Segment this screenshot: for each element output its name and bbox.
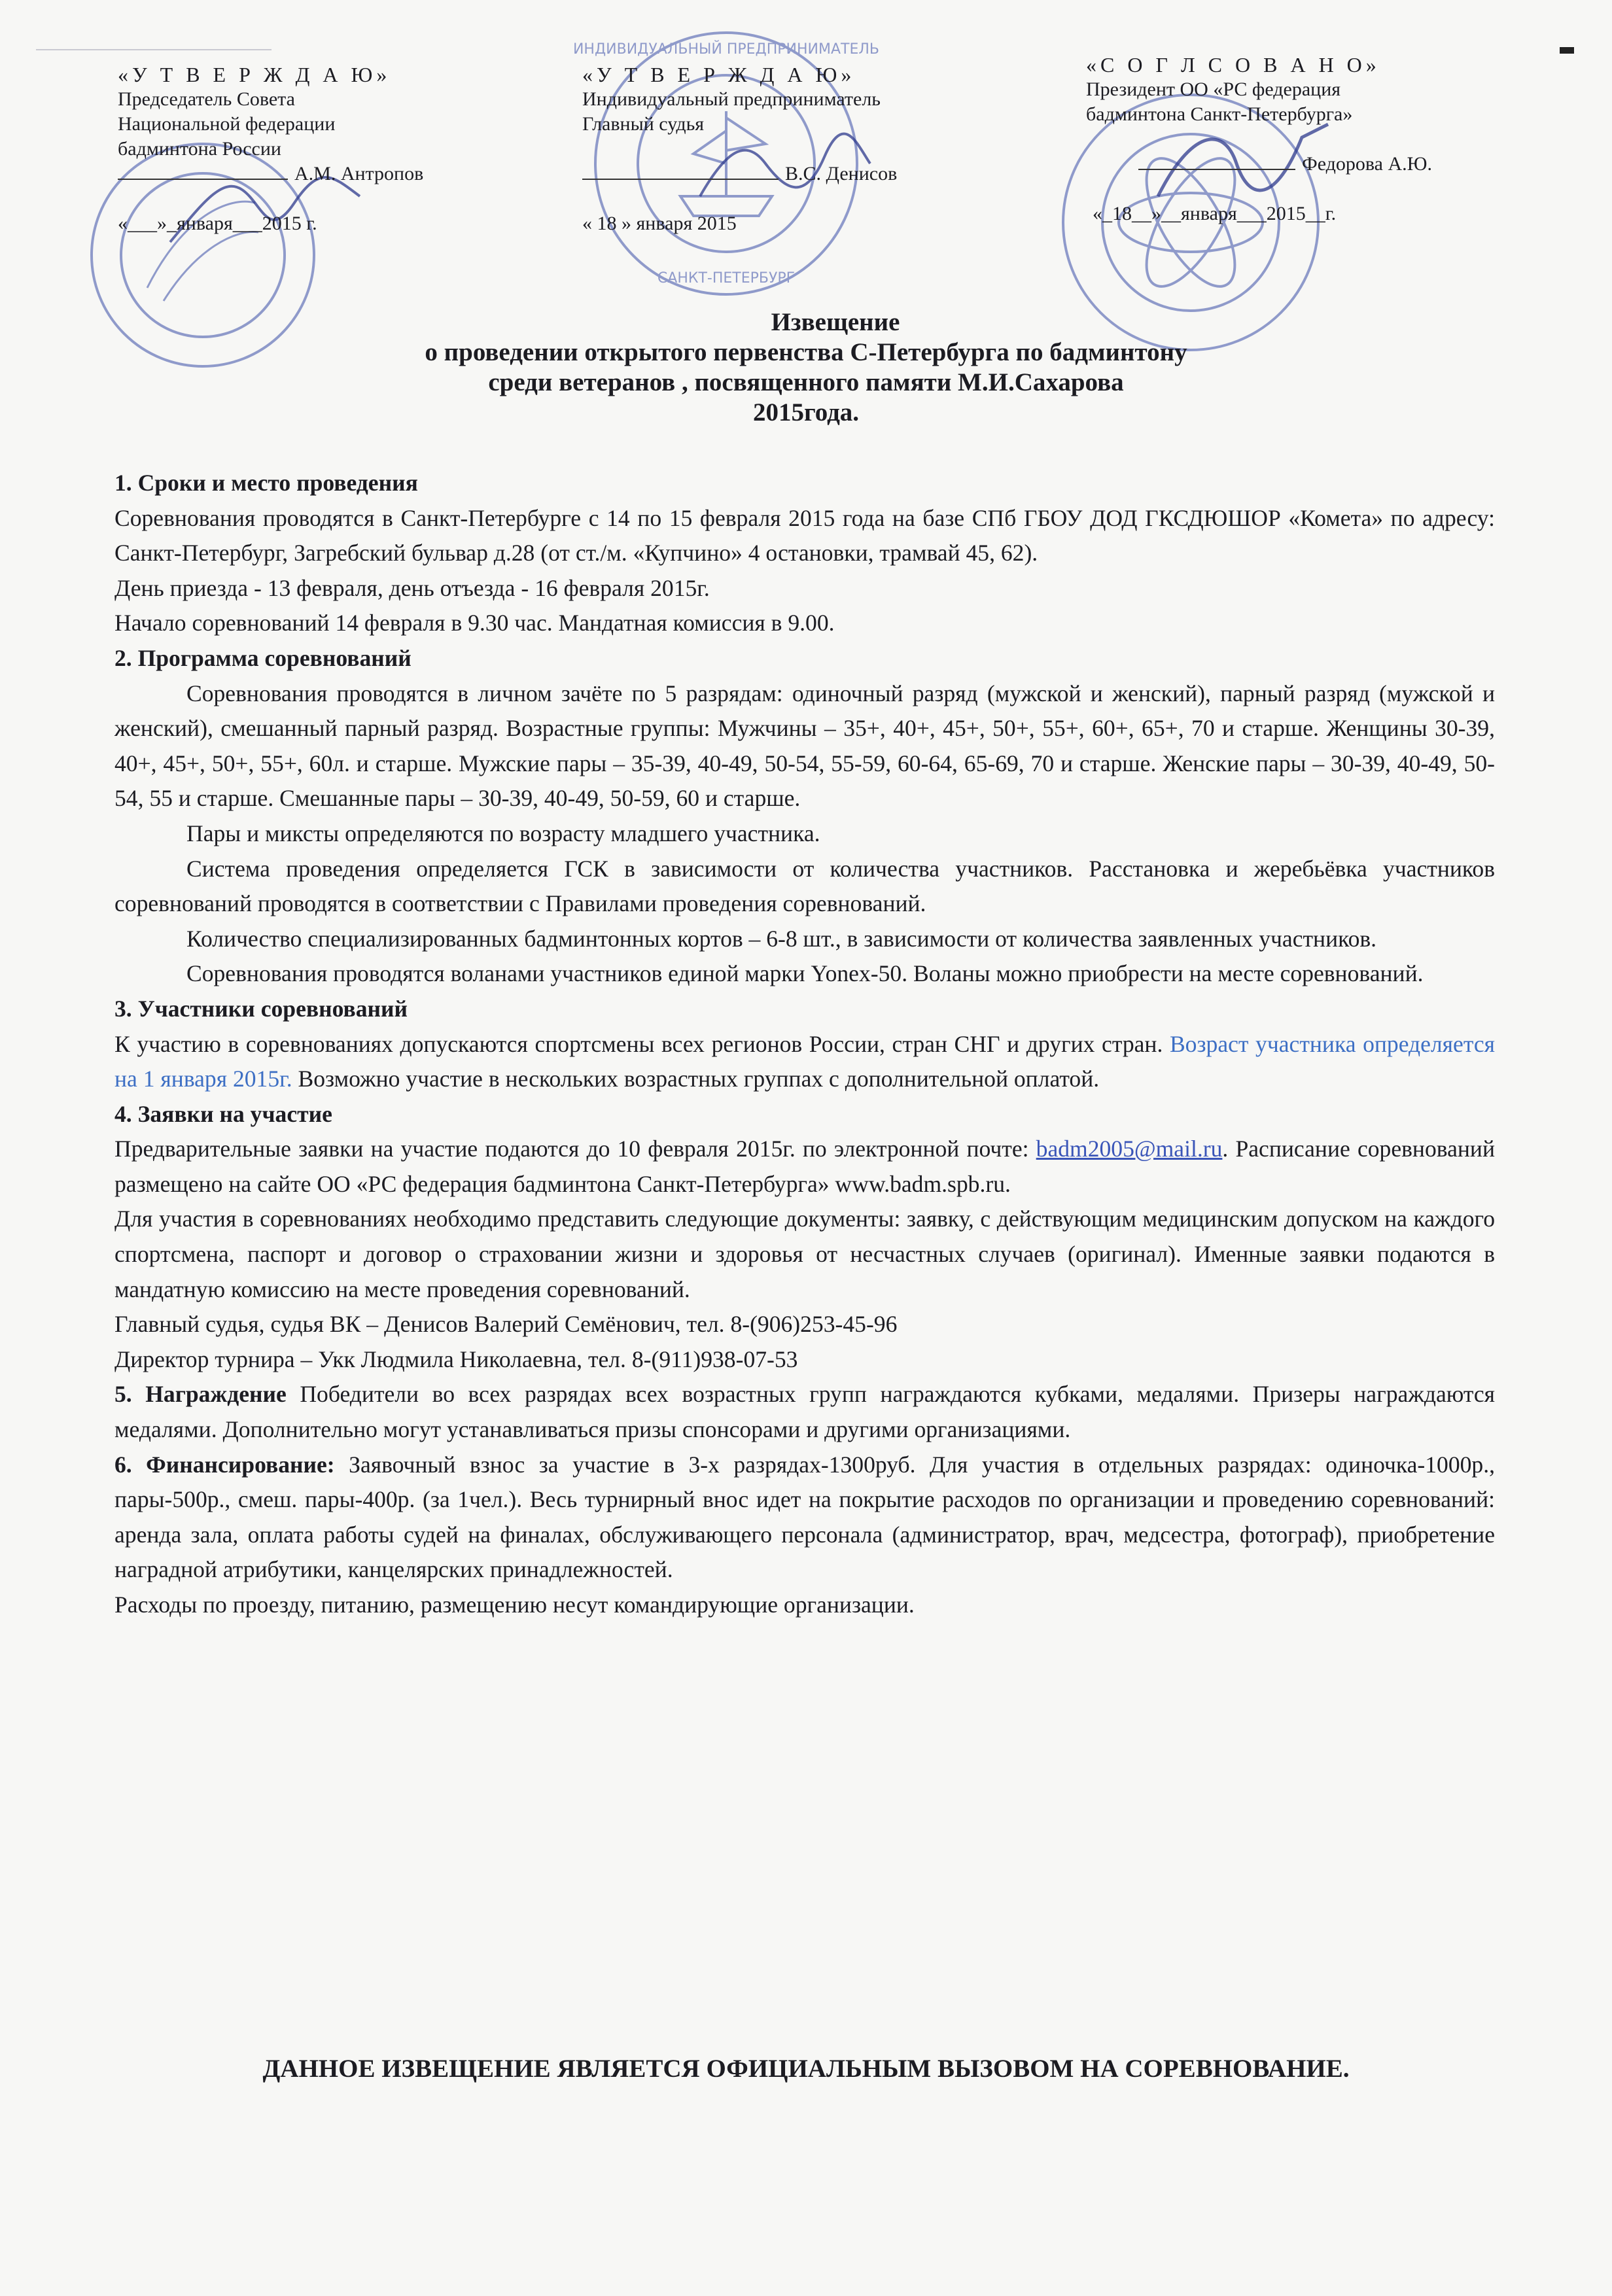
- approval-1-name: А.М. Антропов: [294, 163, 424, 184]
- section-1-paragraph-3: Начало соревнований 14 февраля в 9.30 час. Мандатная комиссия в 9.00.: [114, 610, 835, 636]
- section-4-text-a: Предварительные заявки на участие подаются до 10 февраля 2015г. по электронной почте:: [114, 1136, 1036, 1162]
- section-2-paragraph-3: Система проведения определяется ГСК в зависимости от количества участников. Расстановка и жеребьёвка участников соревнований проводятся в соответствии с Правилами проведения соревнований.: [114, 855, 1495, 917]
- title-line-1: Извещение: [771, 308, 900, 336]
- section-5-text: Победители во всех разрядах всех возрастных групп награждаются кубками, медалями. Призеры награждаются медалями. Дополнительно могут устанавливаться призы спонсорами и другими организациями.: [114, 1381, 1495, 1443]
- section-3-text-a: К участию в соревнованиях допускаются спортсмены всех регионов России, стран СНГ и других стран.: [114, 1030, 1170, 1057]
- approval-block-3: [1086, 52, 1583, 226]
- email-link[interactable]: badm2005@mail.ru: [1036, 1136, 1223, 1162]
- section-4-text-b: . Расписание соревнований размещено на сайте ОО «РС федерация бадминтона Санкт-Петербурга» www.badm.spb.ru.: [114, 1136, 1495, 1197]
- section-2-paragraph-4: Количество специализированных бадминтонных кортов – 6-8 шт., в зависимости от количества заявленных участников.: [186, 925, 1377, 952]
- section-4-chief-judge: Главный судья, судья ВК – Денисов Валерий Семёнович, тел. 8-(906)253-45-96: [114, 1311, 898, 1338]
- approval-3-heading: «С О Г Л С О В А Н О»: [1086, 53, 1380, 77]
- approval-2-name: В.С. Денисов: [785, 163, 898, 184]
- approval-2-signature-row: [582, 162, 1053, 186]
- signature-line: [1138, 169, 1295, 170]
- section-4-tournament-director: Директор турнира – Укк Людмила Николаевна, тел. 8-(911)938-07-53: [114, 1346, 798, 1372]
- approval-2-heading: «У Т В Е Р Ж Д А Ю»: [582, 63, 856, 86]
- approval-1-heading: «У Т В Е Р Ж Д А Ю»: [118, 63, 391, 86]
- official-invitation-footer: ДАННОЕ ИЗВЕЩЕНИЕ ЯВЛЯЕТСЯ ОФИЦИАЛЬНЫМ ВЫЗОВОМ НА СОРЕВНОВАНИЕ.: [262, 2055, 1350, 2083]
- approval-3-line2: бадминтона Санкт-Петербурга»: [1086, 103, 1353, 125]
- stamp2-bottom-text: САНКТ-ПЕТЕРБУРГ: [657, 270, 796, 287]
- signature-line: [118, 179, 288, 180]
- section-4-paragraph-2: Для участия в соревнованиях необходимо представить следующие документы: заявку, с действующим медицинским допуском на каждого спортсмена, паспорт и договор о страховании жизни и здоровья от несчастных случаев (оригинал). Именные заявки подаются в мандатную комиссию на месте проведения соревнований.: [114, 1206, 1495, 1302]
- section-1-paragraph-2: День приезда - 13 февраля, день отъезда - 16 февраля 2015г.: [114, 574, 710, 601]
- age-rule-highlight: Возраст участника определяется на 1 января 2015г.: [114, 1030, 1495, 1092]
- approval-1-line2: Национальной федерации: [118, 113, 336, 135]
- approval-3-name: Федорова А.Ю.: [1302, 153, 1432, 175]
- approval-3-signature-row: [1086, 152, 1583, 177]
- section-5-heading: 5. Награждение: [114, 1381, 287, 1408]
- approval-1-signature-row: [118, 162, 523, 186]
- section-2-paragraph-5: Соревнования проводятся воланами участников единой марки Yonex-50. Воланы можно приобрести на месте соревнований.: [186, 960, 1424, 987]
- section-3-heading: 3. Участники соревнований: [114, 995, 408, 1022]
- approval-block-2: [582, 62, 1053, 236]
- section-3-paragraph-1: [114, 1027, 1495, 1097]
- approval-2-date: « 18 » января 2015: [582, 213, 737, 234]
- stamp2-top-text: ИНДИВИДУАЛЬНЫЙ ПРЕДПРИНИМАТЕЛЬ: [572, 41, 880, 58]
- section-6-paragraph: [114, 1448, 1495, 1588]
- approval-1-line3: бадминтона России: [118, 138, 281, 160]
- section-2-paragraph-2: Пары и миксты определяются по возрасту младшего участника.: [186, 820, 820, 846]
- approval-1-line1: Председатель Совета: [118, 88, 295, 110]
- notice-title: [0, 307, 1612, 428]
- section-6-paragraph-2: Расходы по проезду, питанию, размещению несут командирующие организации.: [114, 1592, 915, 1618]
- notice-body: [114, 466, 1495, 1623]
- approval-2-line1: Индивидуальный предприниматель: [582, 88, 881, 110]
- approval-header: [0, 0, 1612, 307]
- section-6-text: Заявочный взнос за участие в 3-х разрядах-1300руб. Для участия в отдельных разрядах: одиночка-1000р., пары-500р., смеш. пары-400р. (за 1чел.). Весь турнирный внос идет на покрытие расходов по организации и проведению соревнований: аренда зала, оплата работы судей на финалах, обслуживающего персонала (администратор, врач, медсестра, фотограф), приобретение наградной атрибутики, канцелярских принадлежностей.: [114, 1451, 1495, 1583]
- section-4-heading: 4. Заявки на участие: [114, 1100, 332, 1127]
- section-6-heading: 6. Финансирование:: [114, 1451, 335, 1478]
- section-3-text-c: Возможно участие в нескольких возрастных группах с дополнительной оплатой.: [292, 1066, 1100, 1092]
- section-1-heading: 1. Сроки и место проведения: [114, 470, 418, 496]
- section-4-paragraph-1: [114, 1132, 1495, 1202]
- section-2-heading: 2. Программа соревнований: [114, 644, 412, 671]
- section-1-paragraph-1: Соревнования проводятся в Санкт-Петербурге с 14 по 15 февраля 2015 года на базе СПб ГБОУ ДОД ГКСДЮШОР «Комета» по адресу: Санкт-Петербург, Загребский бульвар д.28 (от ст./м. «Купчино» 4 остановки, трамвай 45, 62).: [114, 504, 1495, 566]
- title-line-3: среди ветеранов , посвященного памяти М.И.Сахарова: [488, 368, 1124, 396]
- approval-3-line1: Президент ОО «РС федерация: [1086, 78, 1341, 100]
- title-line-4: 2015года.: [752, 398, 860, 426]
- approval-2-line2: Главный судья: [582, 113, 705, 135]
- section-5-paragraph: [114, 1377, 1495, 1447]
- title-line-2: о проведении открытого первенства С-Петербурга по бадминтону: [425, 338, 1187, 366]
- signature-line: [582, 179, 779, 180]
- section-2-paragraph-1: Соревнования проводятся в личном зачёте по 5 разрядам: одиночный разряд (мужской и женский), парный разряд (мужской и женский), смешанный парный разряд. Возрастные группы: Мужчины – 35+, 40+, 45+, 50+, 55+, 60+, 65+, 70 и старше. Женщины 30-39, 40+, 45+, 50+, 55+, 60л. и старше. Мужские пары – 35-39, 40-49, 50-54, 55-59, 60-64, 65-69, 70 и старше. Женские пары – 30-39, 40-49, 50-54, 55 и старше. Смешанные пары – 30-39, 40-49, 50-59, 60 и старше.: [114, 680, 1495, 812]
- approval-block-1: [118, 62, 523, 236]
- approval-1-date: «___»_января___2015 г.: [118, 213, 317, 234]
- approval-3-date: «_18__»__января___2015__г.: [1093, 203, 1337, 224]
